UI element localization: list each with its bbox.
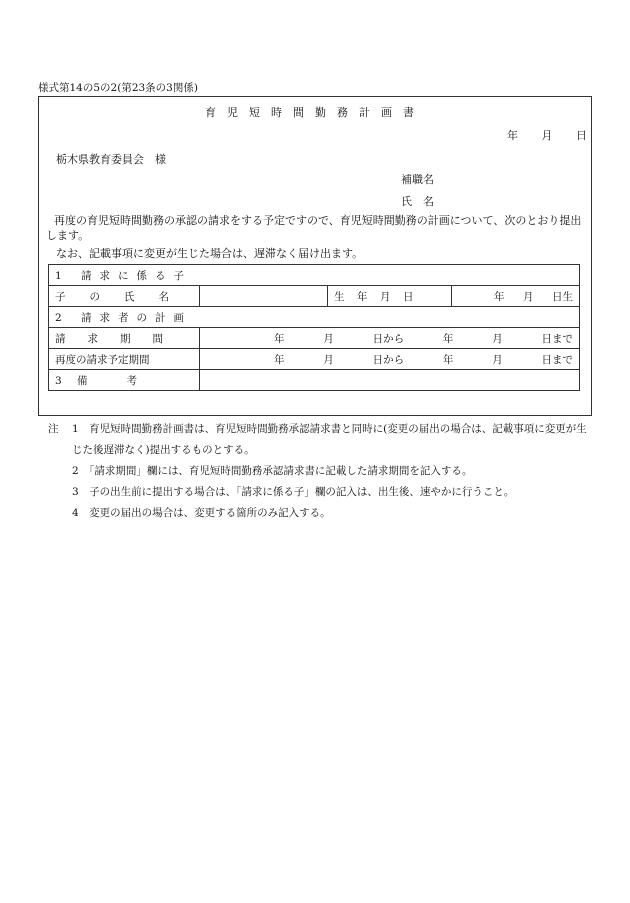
section-child: 1 請求に係る子 — [49, 265, 580, 286]
section-plan: 2 請求者の計画 — [49, 307, 580, 328]
reperiod-start-month: 月 — [323, 353, 334, 366]
notice-paragraph: なお、記載事項に変更が生じた場合は、遅滞なく届け出ます。 — [56, 247, 364, 260]
form-id: 様式第14の5の2(第23条の3関係) — [38, 82, 198, 94]
notes — [48, 419, 596, 524]
period-end-month: 月 — [492, 332, 503, 345]
table-row — [49, 370, 580, 391]
name-label: 氏 名 — [401, 195, 434, 208]
period-start-day: 日から — [372, 332, 405, 345]
date-year: 年 — [507, 129, 518, 142]
reperiod-end-year: 年 — [442, 353, 454, 366]
table-row — [49, 265, 580, 286]
reperiod-field[interactable] — [200, 349, 580, 370]
period-end-year: 年 — [442, 332, 454, 345]
date-month: 月 — [541, 129, 553, 142]
period-label: 請求期間 — [49, 328, 200, 349]
reperiod-end-day: 日まで — [541, 353, 573, 366]
period-field[interactable] — [200, 328, 580, 349]
reperiod-label: 再度の請求予定期間 — [49, 349, 200, 370]
note-item-2: 2 「請求期間」欄には、育児短時間勤務承認請求書に記載した請求期間を記入する。 — [72, 465, 473, 477]
statement-paragraph: 再度の育児短時間勤務の承認の請求をする予定ですので、育児短時間勤務の計画について、次のとおり提出します。 — [46, 214, 582, 242]
table-row — [49, 286, 580, 307]
birth-day: 日生 — [552, 290, 573, 303]
position-label: 補職名 — [401, 173, 434, 186]
note-item-3: 3 子の出生前に提出する場合は、「請求に係る子」欄の記入は、出生後、速やかに行うこと。 — [72, 486, 515, 498]
remarks-field[interactable] — [200, 370, 580, 391]
child-name-label: 子の氏名 — [49, 286, 200, 307]
note-item-4: 4 変更の届出の場合は、変更する箇所のみ記入する。 — [72, 507, 331, 519]
period-start-year: 年 — [274, 332, 285, 345]
child-name-field[interactable] — [200, 286, 328, 307]
table-row — [49, 328, 580, 349]
birth-label: 生 年 月 日 — [328, 286, 452, 307]
birth-date-field[interactable] — [452, 286, 580, 307]
notes-head: 注 — [48, 423, 59, 435]
note-item-1: 1 育児短時間勤務計画書は、育児短時間勤務承認請求書と同時に(変更の届出の場合は、記載事項に変更が生じた後遅滞なく)提出するものとする。 — [72, 423, 587, 456]
table-row — [49, 307, 580, 328]
table-row — [49, 349, 580, 370]
period-start-month: 月 — [323, 332, 334, 345]
birth-year: 年 — [494, 290, 505, 303]
reperiod-start-day: 日から — [372, 353, 405, 366]
plan-table — [48, 264, 580, 391]
period-end-day: 日まで — [541, 332, 573, 345]
date-day: 日 — [576, 129, 587, 142]
page-title: 育児短時間勤務計画書 — [205, 106, 425, 119]
birth-month: 月 — [523, 290, 534, 303]
addressee: 栃木県教育委員会 様 — [56, 153, 166, 166]
reperiod-start-year: 年 — [274, 353, 285, 366]
reperiod-end-month: 月 — [492, 353, 503, 366]
remarks-label: 3 備 考 — [49, 370, 200, 391]
date-line — [507, 127, 587, 143]
